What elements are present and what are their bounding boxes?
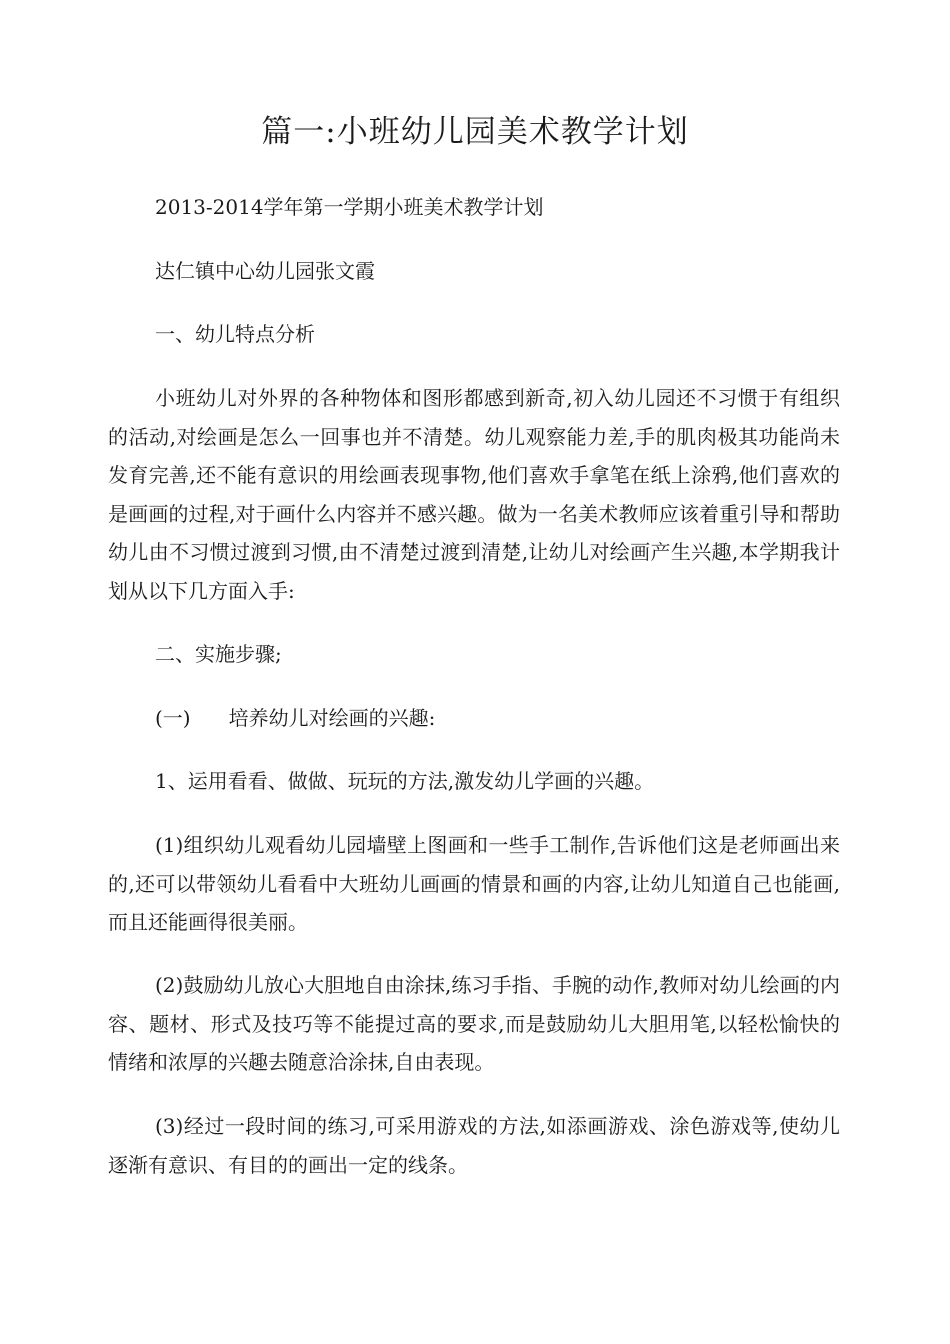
document-title: 篇一:小班幼儿园美术教学计划 bbox=[261, 114, 689, 150]
document-subtitle: 2013-2014学年第一学期小班美术教学计划 bbox=[155, 195, 544, 219]
list-item-1: 1、运用看看、做做、玩玩的方法,激发幼儿学画的兴趣。 bbox=[155, 769, 655, 793]
list-item-1-1: (1)组织幼儿观看幼儿园墙壁上图画和一些手工制作,告诉他们这是老师画出来的,还可以带领幼儿看看中大班幼儿画画的情景和画的内容,让幼儿知道自己也能画,而且还能画得很美丽。 bbox=[108, 833, 840, 934]
section-heading-1: 一、幼儿特点分析 bbox=[155, 322, 315, 346]
subsection-number: (一) bbox=[155, 706, 191, 730]
list-item-1-3: (3)经过一段时间的练习,可采用游戏的方法,如添画游戏、涂色游戏等,使幼儿逐渐有意识、有目的的画出一定的线条。 bbox=[108, 1114, 840, 1177]
section-1-paragraph: 小班幼儿对外界的各种物体和图形都感到新奇,初入幼儿园还不习惯于有组织的活动,对绘画是怎么一回事也并不清楚。幼儿观察能力差,手的肌肉极其功能尚未发育完善,还不能有意识的用绘画表现事物,他们喜欢手拿笔在纸上涂鸦,他们喜欢的是画画的过程,对于画什么内容并不感兴趣。做为一名美术教师应该着重引导和帮助幼儿由不习惯过渡到习惯,由不清楚过渡到清楚,让幼儿对绘画产生兴趣,本学期我计划从以下几方面入手: bbox=[108, 386, 840, 603]
subsection-text: 培养幼儿对绘画的兴趣: bbox=[228, 706, 436, 730]
author-line: 达仁镇中心幼儿园张文霞 bbox=[155, 259, 375, 283]
list-item-1-2: (2)鼓励幼儿放心大胆地自由涂抹,练习手指、手腕的动作,教师对幼儿绘画的内容、题材、形式及技巧等不能提过高的要求,而是鼓励幼儿大胆用笔,以轻松愉快的情绪和浓厚的兴趣去随意洽涂抹,自由表现。 bbox=[108, 973, 840, 1074]
subsection-heading-1 bbox=[155, 704, 435, 732]
section-heading-2: 二、实施步骤; bbox=[155, 642, 282, 666]
